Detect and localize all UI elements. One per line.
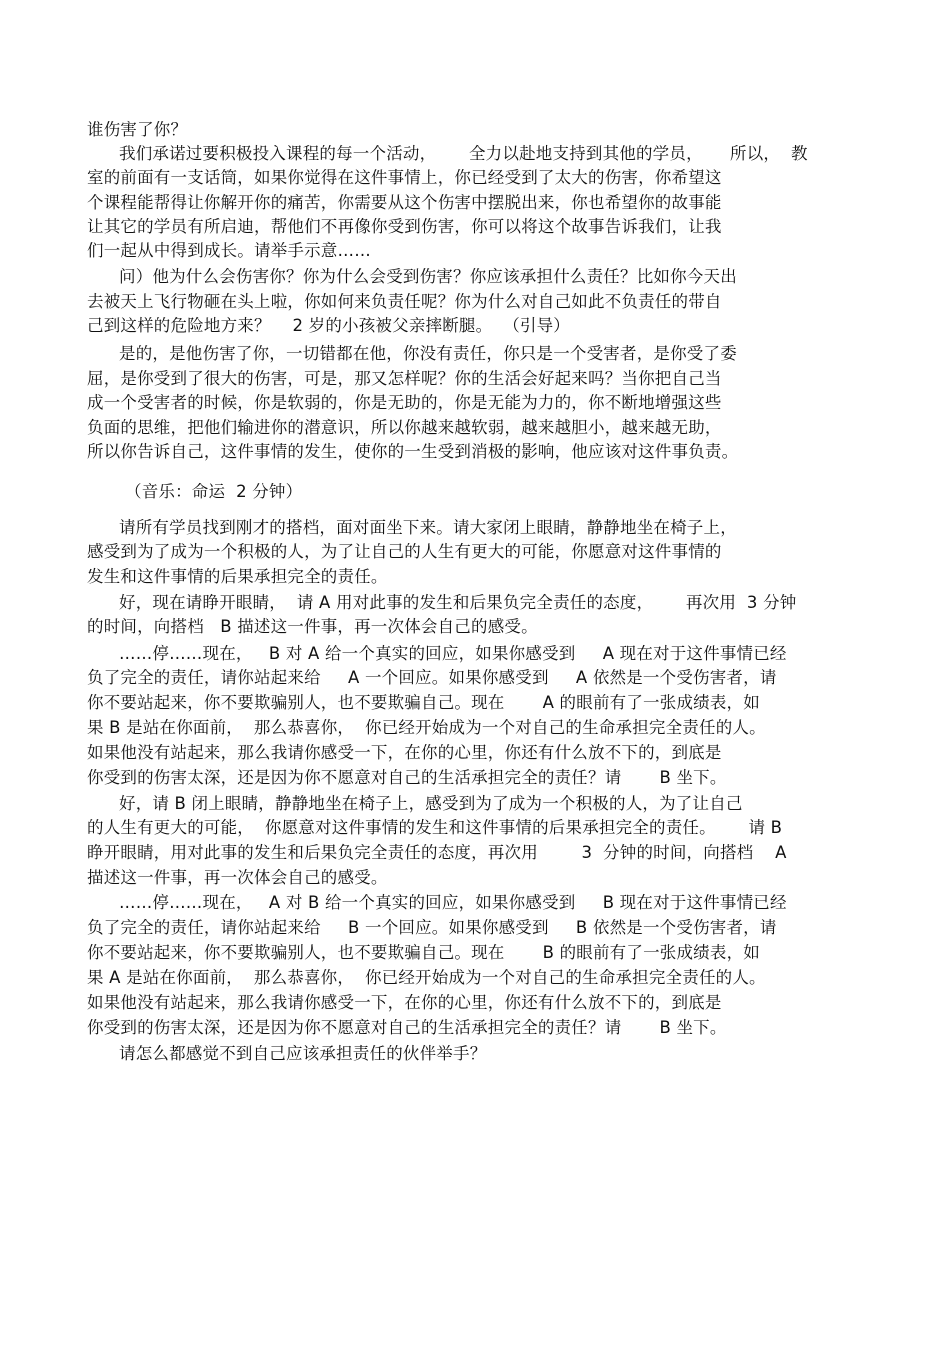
text-line: 你不要站起来，你不要欺骗别人，也不要欺骗自己。现在 A 的眼前有了一张成绩表，如: [87, 693, 760, 712]
text-line: 睁开眼睛，用对此事的发生和后果负完全责任的态度，再次用 3 分钟的时间，向搭档 A: [87, 843, 787, 862]
text-line: 负了完全的责任，请你站起来给 A 一个回应。如果你感受到 A 依然是一个受伤害者，请: [87, 668, 777, 687]
text-line: 成一个受害者的时候，你是软弱的，你是无助的，你是无能为力的，你不断地增强这些: [87, 393, 722, 412]
text-line: 是的，是他伤害了你，一切错都在他，你没有责任，你只是一个受害者，是你受了委: [119, 344, 737, 363]
text-line: 的人生有更大的可能， 你愿意对这件事情的发生和这件事情的后果承担完全的责任。 请 B: [87, 818, 783, 837]
text-line: 请怎么都感觉不到自己应该承担责任的伙伴举手？: [119, 1044, 487, 1063]
text-line: 感受到为了成为一个积极的人，为了让自己的人生有更大的可能，你愿意对这件事情的: [87, 542, 722, 561]
text-line: 己到这样的危险地方来？ 2 岁的小孩被父亲摔断腿。 （引导）: [87, 316, 571, 335]
text-line: 你不要站起来，你不要欺骗别人，也不要欺骗自己。现在 B 的眼前有了一张成绩表，如: [87, 943, 760, 962]
text-line: 你受到的伤害太深，还是因为你不愿意对自己的生活承担完全的责任？请 B 坐下。: [87, 1018, 727, 1037]
text-line: 果 B 是站在你面前， 那么恭喜你， 你已经开始成为一个对自己的生命承担完全责任的人。: [87, 718, 766, 737]
text-line: 你受到的伤害太深，还是因为你不愿意对自己的生活承担完全的责任？请 B 坐下。: [87, 768, 727, 787]
text-line: 让其它的学员有所启迪，帮他们不再像你受到伤害，你可以将这个故事告诉我们，让我: [87, 217, 722, 236]
text-line: 负了完全的责任，请你站起来给 B 一个回应。如果你感受到 B 依然是一个受伤害者，请: [87, 918, 777, 937]
text-line: 我们承诺过要积极投入课程的每一个活动， 全力以赴地支持到其他的学员， 所以， 教: [119, 144, 808, 163]
text-line: 如果他没有站起来，那么我请你感受一下，在你的心里，你还有什么放不下的，到底是: [87, 993, 722, 1012]
text-line: 发生和这件事情的后果承担完全的责任。: [87, 567, 388, 586]
text-line: 去被天上飞行物砸在头上啦，你如何来负责任呢？你为什么对自己如此不负责任的带自: [87, 292, 722, 311]
text-line: 请所有学员找到刚才的搭档，面对面坐下来。请大家闭上眼睛，静静地坐在椅子上，: [119, 518, 737, 537]
text-line: 们一起从中得到成长。请举手示意……: [87, 241, 371, 260]
text-line: 果 A 是站在你面前， 那么恭喜你， 你已经开始成为一个对自己的生命承担完全责任的人。: [87, 968, 766, 987]
text-line: 好，现在请睁开眼睛， 请 A 用对此事的发生和后果负完全责任的态度， 再次用 3 分钟: [119, 593, 797, 612]
text-line: 问）他为什么会伤害你？你为什么会受到伤害？你应该承担什么责任？比如你今天出: [119, 267, 737, 286]
text-line: 描述这一件事，再一次体会自己的感受。: [87, 868, 388, 887]
text-line: 如果他没有站起来，那么我请你感受一下，在你的心里，你还有什么放不下的，到底是: [87, 743, 722, 762]
text-line: ……停……现在， A 对 B 给一个真实的回应，如果你感受到 B 现在对于这件事情已经: [119, 893, 787, 912]
text-line: ……停……现在， B 对 A 给一个真实的回应，如果你感受到 A 现在对于这件事情已经: [119, 644, 787, 663]
text-line: 谁伤害了你？: [87, 120, 188, 139]
text-line: 屈，是你受到了很大的伤害，可是，那又怎样呢？你的生活会好起来吗？当你把自己当: [87, 369, 722, 388]
text-line: 所以你告诉自己，这件事情的发生，使你的一生受到消极的影响，他应该对这件事负责。: [87, 442, 739, 461]
text-line: （音乐：命运 2 分钟）: [125, 482, 303, 501]
text-line: 个课程能帮得让你解开你的痛苦，你需要从这个伤害中摆脱出来，你也希望你的故事能: [87, 193, 722, 212]
text-line: 好，请 B 闭上眼睛，静静地坐在椅子上，感受到为了成为一个积极的人，为了让自己: [119, 794, 743, 813]
text-line: 室的前面有一支话筒，如果你觉得在这件事情上，你已经受到了太大的伤害，你希望这: [87, 168, 722, 187]
text-line: 负面的思维，把他们输进你的潜意识，所以你越来越软弱，越来越胆小，越来越无助，: [87, 418, 722, 437]
text-line: 的时间，向搭档 B 描述这一件事，再一次体会自己的感受。: [87, 617, 538, 636]
